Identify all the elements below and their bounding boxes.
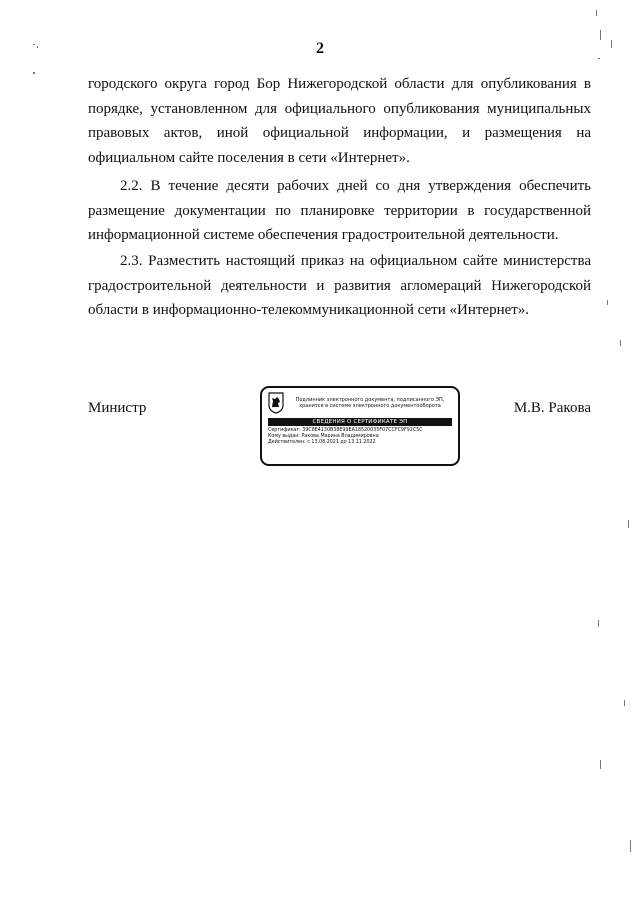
validity-value: с 13.08.2021 до 13.11.2022 [307,440,376,446]
issued-to-label: Кому выдан: [268,434,300,440]
signer-name: М.В. Ракова [513,400,591,416]
validity-label: Действителен: [268,440,306,446]
signer-title: Министр [88,400,147,416]
certificate-value: 39C8E4130B38E99EA18520035F07CCFC9F92C5C [302,428,423,433]
paragraph-2-3: 2.3. Разместить настоящий приказ на официальном сайте министерства градостроительной деятельности и развития агломераций Нижегородской области в информационно-телекоммуникационной сети «Интернет». [88,253,591,319]
certificate-label: Сертификат: [268,428,301,433]
stamp-note: Подлинник электронного документа, подписанного ЭП, хранится в системе электронного документооборота [295,396,445,409]
paragraph-continuation: городского округа город Бор Нижегородской области для опубликования в порядке, установленном для официального опубликования муниципальных правовых актов, иной официальной информации, и размещения на официальном сайте поселения в сети «Интернет». [88,76,591,166]
stamp-header: СВЕДЕНИЯ О СЕРТИФИКАТЕ ЭП [268,418,452,426]
page-number: 2 [316,40,324,57]
paragraph-2-2: 2.2. В течение десяти рабочих дней со дня утверждения обеспечить размещение документации по планировке территории в государственной информационной системе обеспечения градостроительной деятельности. [88,178,591,244]
issued-to-value: Ракова Марина Владимировна [301,434,379,440]
